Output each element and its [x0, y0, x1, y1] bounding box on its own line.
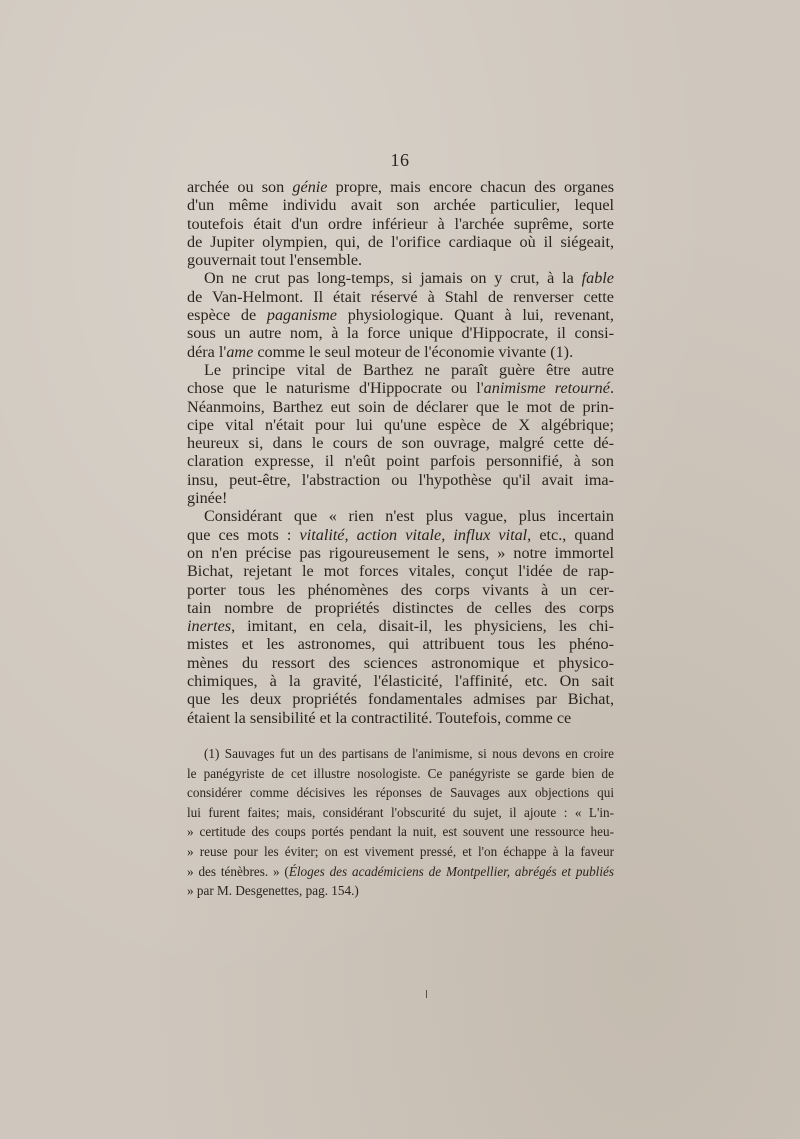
footnote-line [187, 862, 614, 882]
text-segment: archée ou son [187, 178, 293, 196]
text-segment: insu, peut-être, l'abstraction ou l'hypothèse qu'il avait ima- [187, 470, 614, 489]
text-segment: Le principe vital de Barthez ne paraît guère être autre [204, 360, 614, 379]
text-segment: on n'en précise pas rigoureusement le sens, » notre immortel [187, 543, 614, 562]
text-segment: gouvernait tout l'ensemble. [187, 251, 363, 270]
text-segment: espèce de [187, 306, 267, 325]
body-line [187, 471, 614, 489]
body-line [187, 452, 614, 470]
text-segment: » reuse pour les éviter; on est vivement pressé, et l'on échappe à la faveur [187, 843, 614, 859]
body-line [187, 599, 614, 617]
body-line [187, 562, 614, 580]
body-line [187, 654, 614, 672]
body-line [187, 251, 614, 269]
text-segment: de Jupiter olympien, qui, de l'orifice cardiaque où il siégeait, [187, 232, 614, 251]
italic-text: inertes [187, 617, 232, 636]
body-line [187, 178, 614, 196]
footnote-line [187, 803, 614, 823]
body-line [187, 361, 614, 379]
text-segment: lui furent faites; mais, considérant l'obscurité du sujet, il ajoute : « L'in- [187, 804, 614, 820]
italic-text: génie [292, 178, 328, 196]
page-number: 16 [390, 150, 410, 170]
body-line [187, 709, 614, 727]
text-segment: que les deux propriétés fondamentales admises par Bichat, [187, 690, 614, 709]
body-line [187, 690, 614, 708]
body-line [187, 672, 614, 690]
italic-text: ame [226, 342, 254, 361]
text-segment: Néanmoins, Barthez eut soin de déclarer que le mot de prin- [187, 397, 614, 416]
body-line [187, 343, 614, 361]
text-segment: physiologique. Quant à lui, revenant, [336, 306, 614, 325]
text-segment: considérer comme décisives les réponses de Sauvages aux objections qui [187, 785, 614, 801]
body-line [187, 434, 614, 452]
text-segment: chose que le naturisme d'Hippocrate ou l' [187, 379, 484, 398]
body-line [187, 306, 614, 324]
text-segment: , imitant, en cela, disait-il, les physiciens, les chi- [231, 617, 614, 636]
text-segment: comme le seul moteur de l'économie vivante (1). [253, 342, 574, 361]
italic-text: paganisme [266, 306, 337, 325]
text-segment: toutefois était d'un ordre inférieur à l'archée suprême, sorte [187, 214, 614, 233]
text-segment: déra l' [187, 342, 227, 361]
body-line [187, 215, 614, 233]
text-segment: tain nombre de propriétés distinctes de celles des corps [187, 598, 614, 617]
text-segment: Bichat, rejetant le mot forces vitales, conçut l'idée de rap- [187, 562, 614, 581]
ink-mark [426, 990, 427, 998]
footnote-line [187, 842, 614, 862]
body-line [187, 233, 614, 251]
text-segment: Considérant que « rien n'est plus vague, plus incertain [204, 507, 614, 526]
text-segment: mistes et les astronomes, qui attribuent tous les phéno- [187, 635, 614, 654]
text-segment: (1) Sauvages fut un des partisans de l'animisme, si nous devons en croire [204, 746, 614, 761]
body-line [187, 379, 614, 397]
text-segment: que ces mots : [187, 525, 300, 544]
body-line [187, 416, 614, 434]
footnote-line [187, 822, 614, 842]
body-line [187, 398, 614, 416]
text-segment: , etc., quand [527, 525, 614, 544]
text-segment: propre, mais encore chacun des organes [327, 178, 614, 196]
body-line [187, 196, 614, 214]
italic-text: animisme retourné [483, 379, 610, 398]
footnote-line [187, 764, 614, 784]
footnote-line [187, 744, 614, 764]
text-segment: d'un même individu avait son archée particulier, lequel [187, 196, 614, 215]
text-segment: claration expresse, il n'eût point parfois personnifié, à son [187, 452, 614, 471]
text-segment: le panégyriste de cet illustre nosologiste. Ce panégyriste se garde bien de [187, 765, 614, 781]
body-line [187, 269, 614, 287]
italic-text: fable [581, 269, 614, 288]
text-segment: heureux si, dans le cours de son ouvrage, malgré cette dé- [187, 434, 614, 453]
body-line [187, 288, 614, 306]
footnote-line [187, 783, 614, 803]
text-segment: mènes du ressort des sciences astronomique et physico- [187, 653, 614, 672]
text-segment: ginée! [187, 489, 228, 508]
text-segment: » certitude des coups portés pendant la nuit, est souvent une ressource heu- [187, 824, 614, 840]
body-line [187, 489, 614, 507]
italic-text: Éloges des académiciens de Montpellier, abrégés et publiés [288, 863, 614, 879]
text-segment: » des ténèbres. » ( [187, 863, 289, 879]
text-segment: On ne crut pas long-temps, si jamais on y crut, à la [204, 269, 582, 288]
text-segment: porter tous les phénomènes des corps vivants à un cer- [187, 580, 614, 599]
footnote [187, 744, 614, 901]
footnote-line [187, 881, 614, 901]
body-line [187, 526, 614, 544]
body-line [187, 544, 614, 562]
text-segment: . [609, 379, 614, 398]
body-line [187, 617, 614, 635]
text-segment: étaient la sensibilité et la contractilité. Toutefois, comme ce [187, 708, 572, 727]
text-segment: sous un autre nom, à la force unique d'Hippocrate, il consi- [187, 324, 614, 343]
text-segment: cipe vital n'était pour lui qu'une espèce de X algébrique; [187, 415, 614, 434]
text-segment: de Van-Helmont. Il était réservé à Stahl de renverser cette [187, 287, 614, 306]
body-line [187, 635, 614, 653]
body-line [187, 507, 614, 525]
main-text [187, 178, 614, 727]
body-line [187, 324, 614, 342]
text-segment: » par M. Desgenettes, pag. 154.) [187, 883, 359, 899]
text-segment: chimiques, à la gravité, l'élasticité, l'affinité, etc. On sait [187, 672, 614, 691]
body-line [187, 581, 614, 599]
italic-text: vitalité, action vitale, influx vital [299, 525, 528, 544]
